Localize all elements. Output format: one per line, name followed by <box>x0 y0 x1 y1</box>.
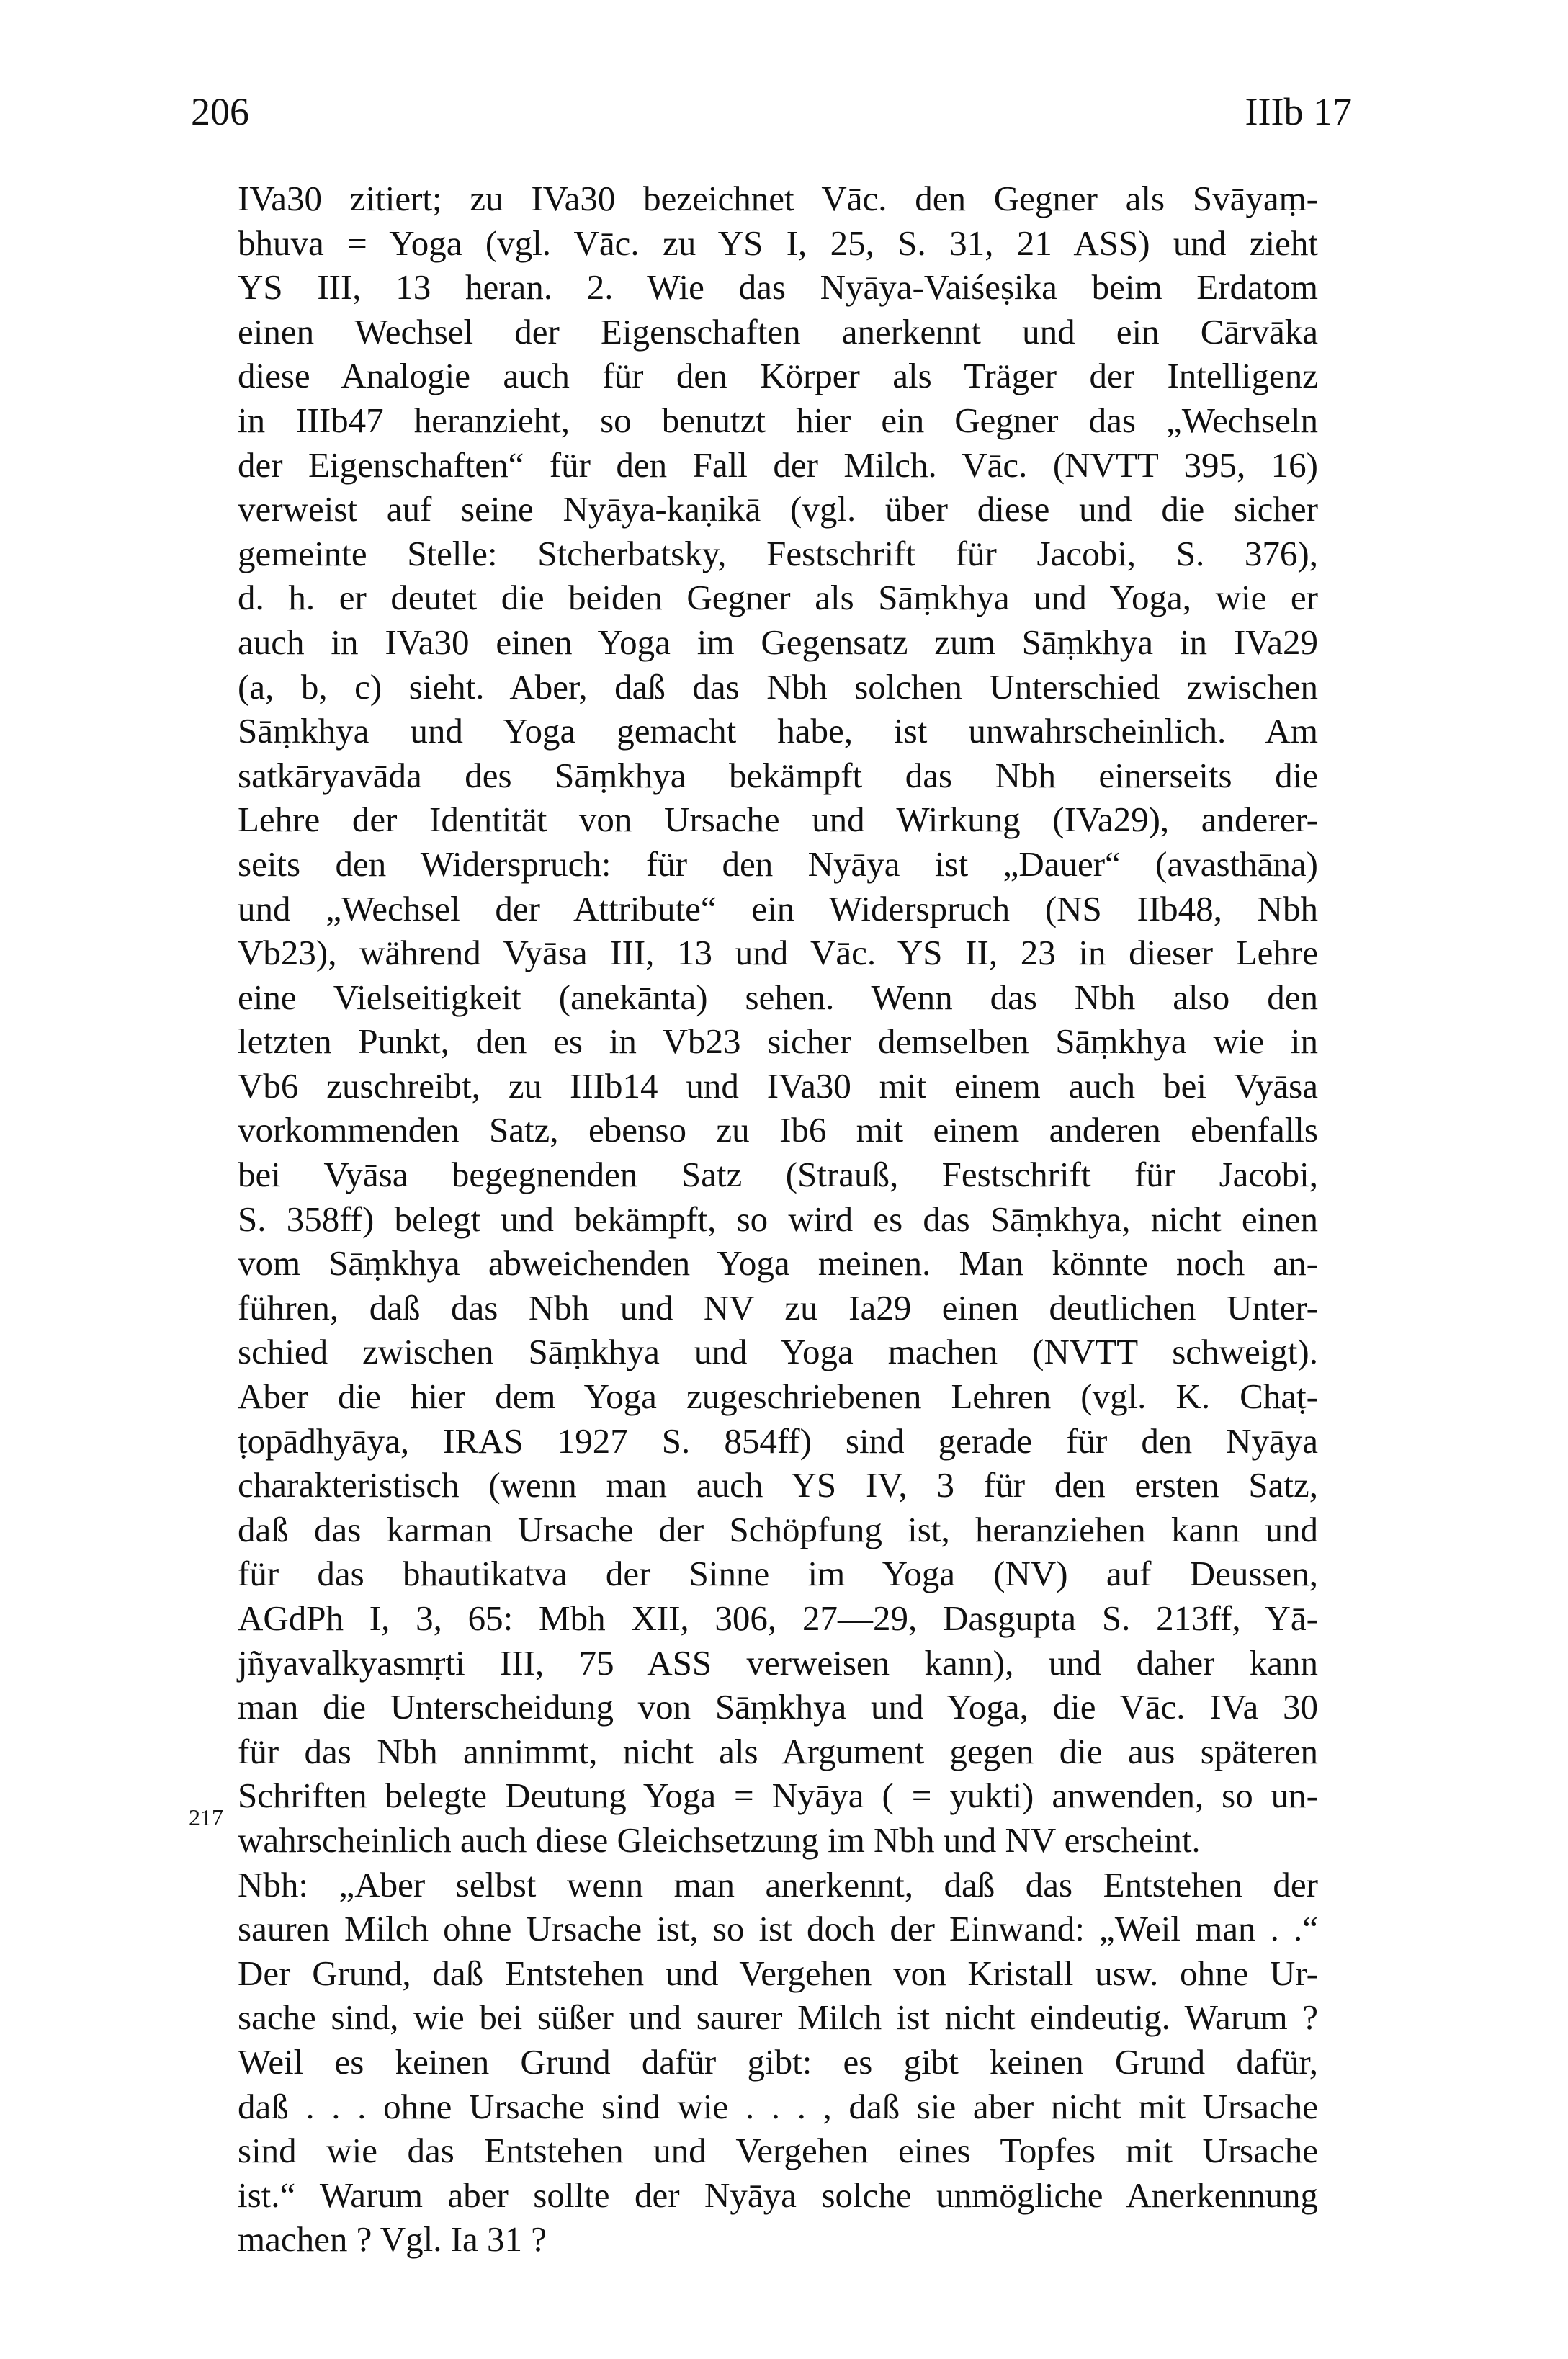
text-line: einen Wechsel der Eigenschaften anerkennt und ein Cārvāka <box>238 311 1318 352</box>
text-line: in IIIb47 heranzieht, so benutzt hier ein Gegner das „Wechseln <box>238 400 1318 440</box>
text-line: IVa30 zitiert; zu IVa30 bezeichnet Vāc. den Gegner als Svāyaṃ- <box>238 179 1318 218</box>
text-line: bei Vyāsa begegnenden Satz (Strauß, Festschrift für Jacobi, <box>238 1155 1318 1195</box>
text-line: ṭopādhyāya, IRAS 1927 S. 854ff) sind gerade für den Nyāya <box>238 1420 1318 1461</box>
text-line: Schriften belegte Deutung Yoga = Nyāya ( = yukti) anwenden, so un- <box>238 1776 1318 1816</box>
text-line: der Eigenschaften“ für den Fall der Milch. Vāc. (NVTT 395, 16) <box>238 444 1318 485</box>
text-line: schied zwischen Sāṃkhya und Yoga machen (NVTT schweigt). <box>238 1332 1318 1372</box>
text-line: ist.“ Warum aber sollte der Nyāya solche unmögliche Anerkennung <box>238 2175 1318 2215</box>
text-line: (a, b, c) sieht. Aber, daß das Nbh solchen Unterschied zwischen <box>238 666 1318 707</box>
text-line: vorkommenden Satz, ebenso zu Ib6 mit einem anderen ebenfalls <box>238 1110 1318 1150</box>
text-line: bhuva = Yoga (vgl. Vāc. zu YS I, 25, S. 31, 21 ASS) und zieht <box>238 223 1318 263</box>
text-line: daß . . . ohne Ursache sind wie . . . , daß sie aber nicht mit Ursache <box>238 2086 1318 2126</box>
text-line: und „Wechsel der Attribute“ ein Widerspruch (NS IIb48, Nbh <box>238 888 1318 928</box>
text-line: sache sind, wie bei süßer und saurer Milch ist nicht eindeutig. Warum ? <box>238 1997 1318 2038</box>
text-line: Lehre der Identität von Ursache und Wirkung (IVa29), anderer- <box>238 800 1318 840</box>
text-line: für das Nbh annimmt, nicht als Argument gegen die aus späteren <box>238 1731 1318 1771</box>
text-line: machen ? Vgl. Ia 31 ? <box>238 2219 547 2260</box>
text-line: diese Analogie auch für den Körper als Träger der Intelligenz <box>238 356 1318 396</box>
text-line: sind wie das Entstehen und Vergehen eines Topfes mit Ursache <box>238 2131 1318 2171</box>
text-line: vom Sāṃkhya abweichenden Yoga meinen. Man könnte noch an- <box>238 1243 1318 1284</box>
text-line: wahrscheinlich auch diese Gleichsetzung im Nbh und NV erscheint. <box>238 1819 1201 1860</box>
text-line: gemeinte Stelle: Stcherbatsky, Festschrift für Jacobi, S. 376), <box>238 533 1318 573</box>
text-line: d. h. er deutet die beiden Gegner als Sāṃkhya und Yoga, wie er <box>238 578 1318 618</box>
text-line: letzten Punkt, den es in Vb23 sicher demselben Sāṃkhya wie in <box>238 1021 1318 1062</box>
text-line: führen, daß das Nbh und NV zu Ia29 einen deutlichen Unter- <box>238 1287 1318 1328</box>
text-line: Aber die hier dem Yoga zugeschriebenen Lehren (vgl. K. Chaṭ- <box>238 1377 1318 1417</box>
text-line: seits den Widerspruch: für den Nyāya ist „Dauer“ (avasthāna) <box>238 843 1318 884</box>
text-line: auch in IVa30 einen Yoga im Gegensatz zum Sāṃkhya in IVa29 <box>238 622 1318 662</box>
text-line: YS III, 13 heran. 2. Wie das Nyāya-Vaiśeṣika beim Erdatom <box>238 267 1318 308</box>
footnote-marker: 217 <box>189 1804 223 1830</box>
body-text <box>238 176 1318 2262</box>
text-line: Weil es keinen Grund dafür gibt: es gibt keinen Grund dafür, <box>238 2041 1318 2082</box>
text-line: Vb6 zuschreibt, zu IIIb14 und IVa30 mit einem auch bei Vyāsa <box>238 1065 1318 1106</box>
text-line: Der Grund, daß Entstehen und Vergehen von Kristall usw. ohne Ur- <box>238 1953 1318 1993</box>
text-line: S. 358ff) belegt und bekämpft, so wird es das Sāṃkhya, nicht einen <box>238 1199 1318 1239</box>
text-line: sauren Milch ohne Ursache ist, so ist doch der Einwand: „Weil man . .“ <box>238 1909 1318 1949</box>
text-line: man die Unterscheidung von Sāṃkhya und Yoga, die Vāc. IVa 30 <box>238 1687 1318 1727</box>
text-line: AGdPh I, 3, 65: Mbh XII, 306, 27—29, Dasgupta S. 213ff, Yā- <box>238 1598 1318 1638</box>
text-line: Sāṃkhya und Yoga gemacht habe, ist unwahrscheinlich. Am <box>238 711 1318 751</box>
text-line: satkāryavāda des Sāṃkhya bekämpft das Nbh einerseits die <box>238 755 1318 795</box>
text-line: Nbh: „Aber selbst wenn man anerkennt, daß das Entstehen der <box>238 1864 1318 1904</box>
text-line: Vb23), während Vyāsa III, 13 und Vāc. YS II, 23 in dieser Lehre <box>238 933 1318 973</box>
text-line: daß das karman Ursache der Schöpfung ist, heranziehen kann und <box>238 1509 1318 1549</box>
text-line: verweist auf seine Nyāya-kaṇikā (vgl. über diese und die sicher <box>238 489 1318 529</box>
text-line: jñyavalkyasmṛti III, 75 ASS verweisen kann), und daher kann <box>238 1642 1318 1683</box>
text-line: für das bhautikatva der Sinne im Yoga (NV) auf Deussen, <box>238 1554 1318 1594</box>
text-line: charakteristisch (wenn man auch YS IV, 3 für den ersten Satz, <box>238 1465 1318 1505</box>
page-number: 206 <box>191 90 249 133</box>
text-line: eine Vielseitigkeit (anekānta) sehen. Wenn das Nbh also den <box>238 977 1318 1017</box>
running-head: IIIb 17 <box>1245 90 1352 133</box>
